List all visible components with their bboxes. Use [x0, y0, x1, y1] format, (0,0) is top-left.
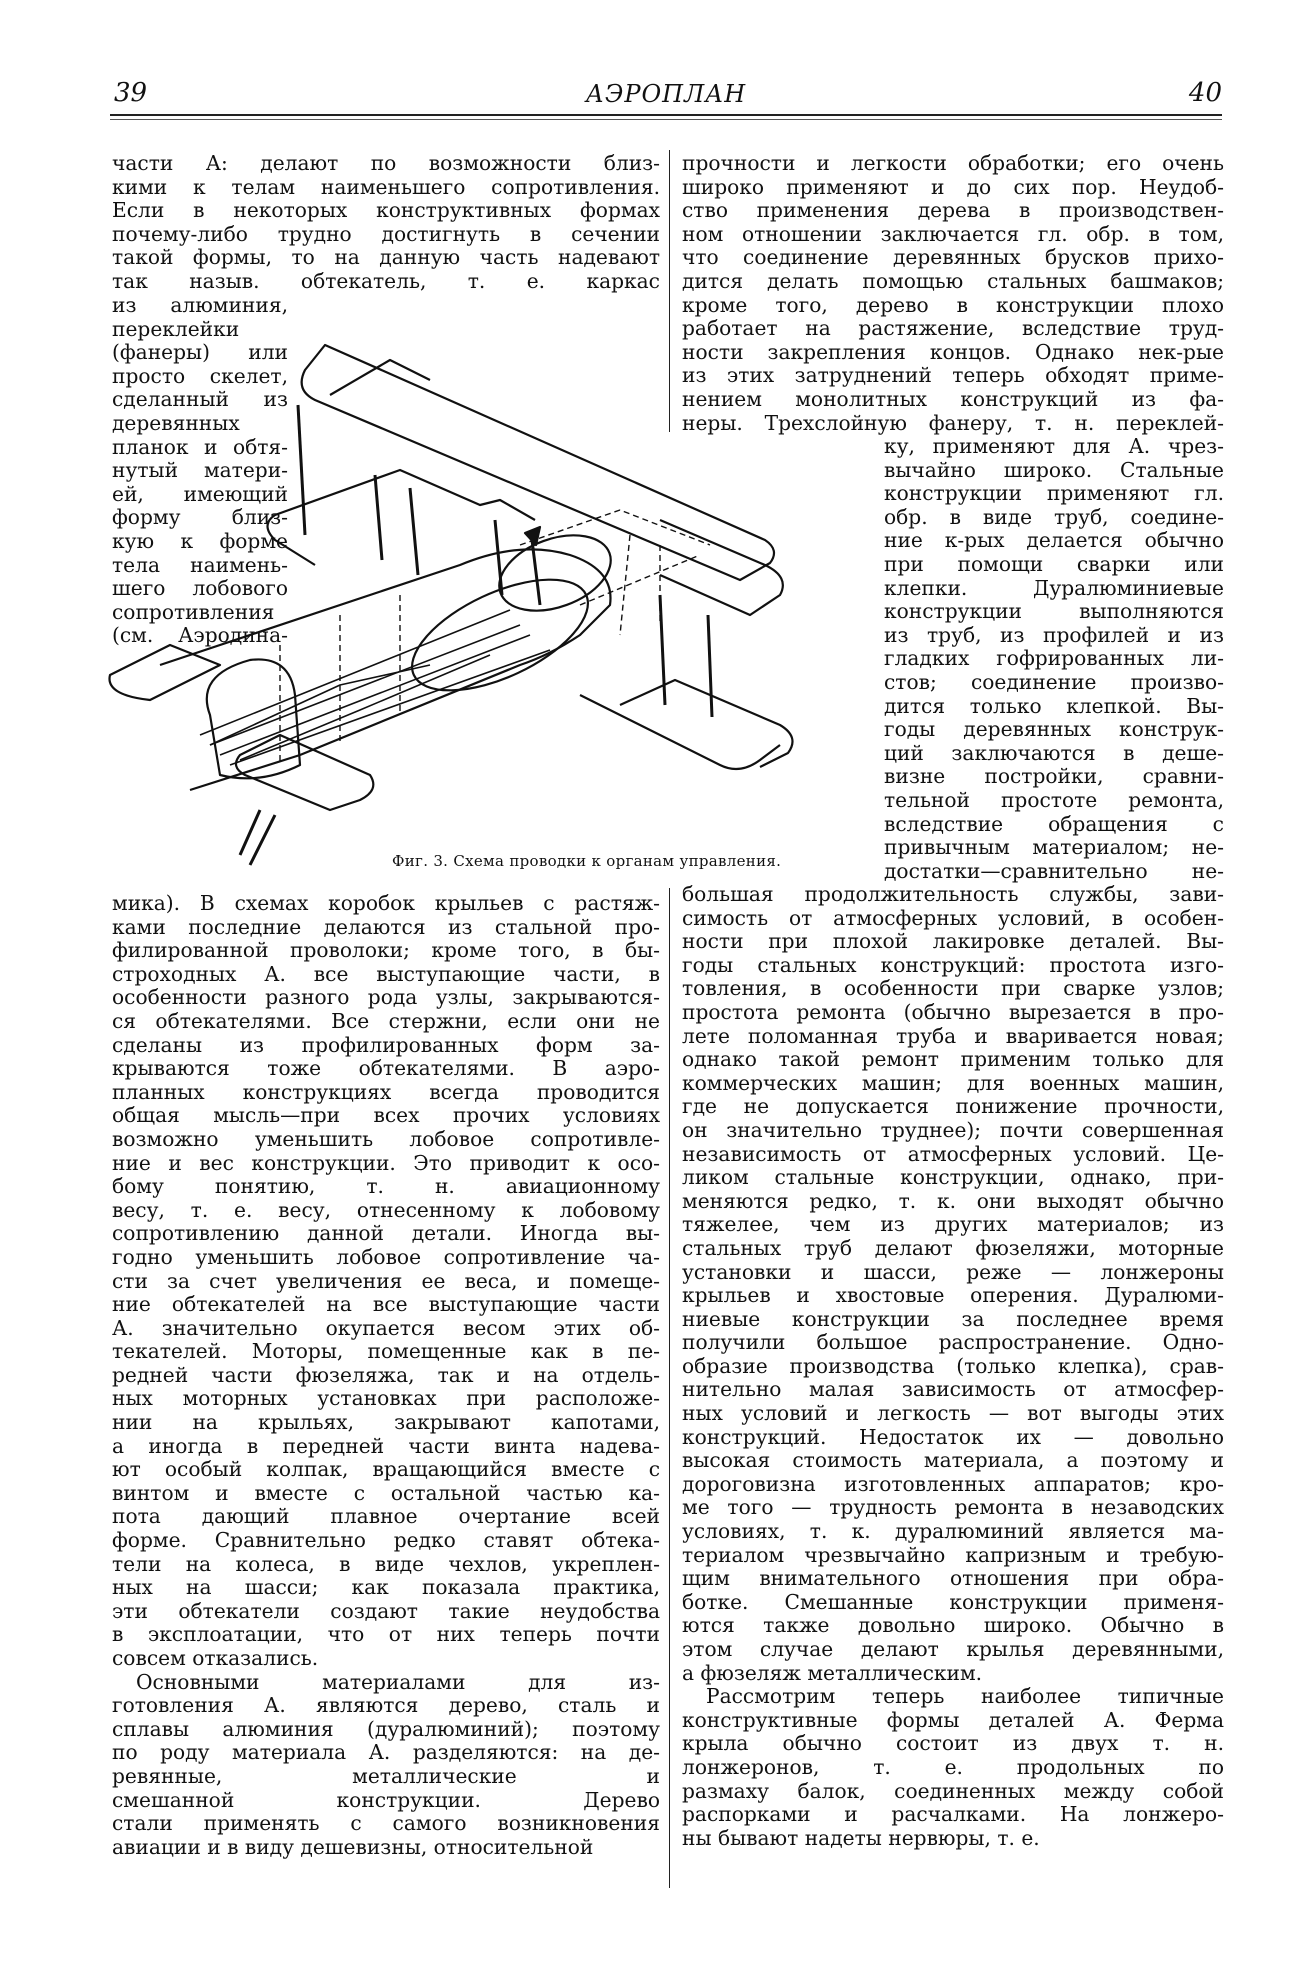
page-title: АЭРОПЛАН: [585, 80, 747, 108]
right-column-bottom: [682, 883, 1224, 1850]
text-line: сти за счет увеличения ее веса, и помеще-: [112, 1268, 660, 1293]
text-line: ками последние делаются из стальной про-: [112, 914, 660, 939]
text-line: ны бывают надеты нервюры, т. е.: [682, 1825, 1040, 1850]
text-line: вычайно широко. Стальные: [884, 457, 1224, 482]
text-line: из труб, из профилей и из: [884, 622, 1224, 647]
text-line: ей, имеющий: [112, 481, 288, 506]
text-line: части А: делают по возможности близ-: [112, 151, 660, 175]
figure-biplane-diagram: [100, 305, 870, 875]
upper-wing-aileron-left: [330, 360, 430, 395]
text-line: весу, т. е. весу, отнесенному к лобовому: [112, 1197, 660, 1222]
text-line: работает на растяжение, вследствие труд-: [682, 316, 1224, 341]
text-line: крываются тоже обтекателями. В аэро-: [112, 1056, 660, 1081]
text-line: общая мысль—при всех прочих условиях: [112, 1103, 660, 1128]
text-line: размаху балок, соединенных между собой: [682, 1778, 1224, 1803]
text-line: планных конструкциях всегда проводится: [112, 1079, 660, 1104]
text-line: дится делать помощью стальных башмаков;: [682, 268, 1224, 293]
text-line: Рассмотрим теперь наиболее типичные: [706, 1684, 1224, 1709]
text-line: териалом чрезвычайно капризным и требую-: [682, 1542, 1224, 1567]
tail-skid: [240, 810, 275, 865]
text-line: годы деревянных конструк-: [884, 717, 1224, 742]
text-line: так назыв. обтекатель, т. е. каркас: [112, 268, 660, 293]
page-number-right: 40: [1188, 78, 1222, 108]
text-line: крыльев и хвостовые оперения. Дуралюми-: [682, 1283, 1224, 1308]
text-line: ности при плохой лакировке деталей. Вы-: [682, 929, 1224, 954]
text-line: по роду материала А. разделяются: на де-: [112, 1740, 660, 1765]
text-line: достатки—сравнительно не-: [884, 858, 1224, 883]
text-line: крыла обычно состоит из двух т. н.: [682, 1731, 1224, 1756]
text-line: особенности разного рода узлы, закрываются-: [112, 985, 660, 1010]
right-column-wrap: [884, 435, 1224, 883]
text-line: получили большое распространение. Одно-: [682, 1330, 1224, 1355]
text-line: прочности и легкости обработки; его очень: [682, 151, 1224, 175]
text-line: ботке. Смешанные конструкции применя-: [682, 1589, 1224, 1614]
text-line: ных моторных установках при расположе-: [112, 1386, 660, 1411]
text-line: гладких гофрированных ли-: [884, 646, 1224, 671]
text-line: однако такой ремонт применим только для: [682, 1047, 1224, 1072]
text-line: ся обтекателями. Все стержни, если они не: [112, 1008, 660, 1033]
text-line: вследствие обращения с: [884, 811, 1224, 836]
text-line: ние обтекателей на все выступающие части: [112, 1292, 660, 1317]
elevator: [236, 735, 373, 810]
text-line: ности закрепления концов. Однако нек-рые: [682, 339, 1224, 364]
text-line: распорками и расчалками. На лонжеро-: [682, 1802, 1224, 1827]
text-line: сопротивления: [112, 599, 275, 624]
text-line: что соединение деревянных брусков прихо-: [682, 245, 1224, 270]
text-line: переклейки: [112, 316, 240, 341]
text-line: обр. в виде труб, соедине-: [884, 504, 1224, 529]
text-line: форму близ-: [112, 505, 288, 530]
text-line: сделанный из: [112, 387, 288, 412]
text-line: тяжелее, чем из других материалов; из: [682, 1212, 1224, 1237]
text-line: годно уменьшить лобовое сопротивление ча-: [112, 1244, 660, 1269]
text-line: ют особый колпак, вращающийся вместе с: [112, 1457, 660, 1482]
text-line: лете поломанная труба и вваривается новая;: [682, 1023, 1224, 1048]
left-column-bottom: [112, 892, 660, 1859]
text-line: симость от атмосферных условий, в особен-: [682, 905, 1224, 930]
text-line: нии на крыльях, закрывают капотами,: [112, 1410, 660, 1435]
text-line: бому понятию, т. н. авиационному: [112, 1174, 660, 1199]
text-line: условиях, т. к. дуралюминий является ма-: [682, 1519, 1224, 1544]
text-line: привычным материалом; не-: [884, 835, 1224, 860]
text-line: независимость от атмосферных условий. Це-: [682, 1141, 1224, 1166]
text-line: неры. Трехслойную фанеру, т. н. переклей-: [682, 410, 1224, 435]
text-line: широко применяют и до сих пор. Неудоб-: [682, 174, 1224, 199]
text-line: А. значительно окупается весом этих об-: [112, 1315, 660, 1340]
text-line: строходных А. все выступающие части, в: [112, 961, 660, 986]
text-line: щим внимательного отношения при обра-: [682, 1566, 1224, 1591]
text-line: конструкции применяют гл.: [884, 481, 1224, 506]
text-line: редней части фюзеляжа, так и на отдель-: [112, 1362, 660, 1387]
figure-caption: Фиг. 3. Схема проводки к органам управления.: [392, 852, 782, 870]
text-line: просто скелет,: [112, 363, 288, 388]
horizontal-stabilizer: [110, 645, 221, 700]
text-line: нутый матери-: [112, 458, 288, 483]
biplane-control-wiring-icon: [100, 305, 870, 875]
text-line: совсем отказались.: [112, 1646, 319, 1670]
text-line: пота дающий плавное очертание всей: [112, 1504, 660, 1529]
left-column-top: [112, 152, 660, 294]
text-line: кроме того, дерево в конструкции плохо: [682, 292, 1224, 317]
text-line: винтом и вместе с остальной частью ка-: [112, 1480, 660, 1505]
text-line: ство применения дерева в производствен-: [682, 198, 1224, 223]
text-line: а фюзеляж металлическим.: [682, 1660, 983, 1685]
text-line: нением монолитных конструкций из фа-: [682, 386, 1224, 411]
upper-wing-right: [660, 520, 783, 615]
text-line: тельной простоте ремонта,: [884, 787, 1224, 812]
header-rule-thin: [110, 119, 1222, 120]
text-line: сделаны из профилированных форм за-: [112, 1032, 660, 1057]
text-line: стальных труб делают фюзеляжи, моторные: [682, 1235, 1224, 1260]
text-line: шего лобового: [112, 576, 288, 601]
text-line: товления, в особенности при сварке узлов;: [682, 976, 1224, 1001]
text-line: сплавы алюминия (дуралюминий); поэтому: [112, 1716, 660, 1741]
text-line: ций заключаются в деше-: [884, 740, 1224, 765]
text-line: кими к телам наименьшего сопротивления.: [112, 174, 660, 199]
text-line: из алюминия,: [112, 293, 288, 317]
page-number-left: 39: [114, 78, 148, 108]
text-line: ном отношении заключается гл. обр. в том,: [682, 221, 1224, 246]
text-line: (фанеры) или: [112, 340, 288, 365]
text-line: ме того — трудность ремонта в незаводских: [682, 1495, 1224, 1520]
upper-wing: [302, 345, 774, 580]
text-line: образие производства (только клепка), срав-: [682, 1353, 1224, 1378]
text-line: при помощи сварки или: [884, 551, 1224, 576]
text-line: дится только клепкой. Вы-: [884, 693, 1224, 718]
text-line: конструктивные формы деталей А. Ферма: [682, 1707, 1224, 1732]
text-line: эти обтекатели создают такие неудобства: [112, 1598, 660, 1623]
text-line: установки и шасси, реже — лонжероны: [682, 1259, 1224, 1284]
text-line: этом случае делают крылья деревянными,: [682, 1637, 1224, 1661]
text-line: высокая стоимость материала, а поэтому и: [682, 1448, 1224, 1473]
text-line: ние и вес конструкции. Это приводит к осо-: [112, 1150, 660, 1175]
text-line: ных на шасси; как показала практика,: [112, 1575, 660, 1600]
text-line: кую к форме: [112, 528, 288, 553]
text-line: Основными материалами для из-: [136, 1669, 660, 1694]
text-line: лонжеронов, т. е. продольных по: [682, 1754, 1224, 1779]
text-line: коммерческих машин; для военных машин,: [682, 1070, 1224, 1095]
text-line: готовления А. являются дерево, сталь и: [112, 1693, 660, 1718]
text-line: годы стальных конструкций: простота изго-: [682, 952, 1224, 977]
text-line: авиации и в виду дешевизны, относительной: [112, 1834, 594, 1859]
text-line: мика). В схемах коробок крыльев с растяж-: [112, 891, 660, 915]
text-line: деревянных: [112, 410, 240, 435]
text-line: ются также довольно широко. Обычно в: [682, 1613, 1224, 1638]
text-line: где не допускается понижение прочности,: [682, 1094, 1224, 1119]
text-line: визне постройки, сравни-: [884, 764, 1224, 789]
text-line: ние к-рых делается обычно: [884, 528, 1224, 553]
column-divider-bottom: [669, 888, 670, 1888]
text-line: Если в некоторых конструктивных формах: [112, 198, 660, 223]
text-line: (см. Аэродина-: [112, 623, 288, 648]
text-line: большая продолжительность службы, зави-: [682, 882, 1224, 906]
text-line: текателей. Моторы, помещенные как в пе-: [112, 1339, 660, 1364]
text-line: ниевые конструкции за последнее время: [682, 1306, 1224, 1331]
text-line: конструкции выполняются: [884, 599, 1224, 624]
text-line: в эксплоатации, что от них теперь почти: [112, 1622, 660, 1647]
text-line: возможно уменьшить лобовое сопротивле-: [112, 1126, 660, 1151]
text-line: почему-либо трудно достигнуть в сечении: [112, 221, 660, 246]
header-rule: [110, 114, 1222, 116]
text-line: меняются редко, т. к. они выходят обычно: [682, 1188, 1224, 1213]
text-line: сопротивлению данной детали. Иногда вы-: [112, 1221, 660, 1246]
text-line: смешанной конструкции. Дерево: [112, 1787, 660, 1812]
text-line: нительно малая зависимость от атмосфер-: [682, 1377, 1224, 1402]
text-line: конструкций. Недостаток их — довольно: [682, 1424, 1224, 1449]
text-line: дороговизна изготовленных аппаратов; кро-: [682, 1471, 1224, 1496]
text-line: ку, применяют для А. чрез-: [884, 434, 1224, 458]
text-line: тела наимень-: [112, 552, 288, 577]
text-line: такой формы, то на данную часть надевают: [112, 245, 660, 270]
text-line: ревянные, металлические и: [112, 1763, 660, 1788]
text-line: он значительно труднее); почти совершенная: [682, 1117, 1224, 1142]
text-line: а иногда в передней части винта надева-: [112, 1433, 660, 1458]
text-line: стали применять с самого возникновения: [112, 1811, 660, 1836]
text-line: ликом стальные конструкции, однако, при-: [682, 1165, 1224, 1190]
running-header: [110, 72, 1222, 112]
text-line: стов; соединение произво-: [884, 669, 1224, 694]
text-line: из этих затруднений теперь обходят приме-: [682, 363, 1224, 388]
text-line: тели на колеса, в виде чехлов, укреплен-: [112, 1551, 660, 1576]
text-line: клепки. Дуралюминиевые: [884, 575, 1224, 600]
text-line: ных условий и легкость — вот выгоды этих: [682, 1401, 1224, 1426]
text-line: планок и обтя-: [112, 434, 288, 459]
text-line: простота ремонта (обычно вырезается в про-: [682, 999, 1224, 1024]
text-line: филированной проволоки; кроме того, в бы-: [112, 938, 660, 963]
text-line: форме. Сравнительно редко ставят обтека-: [112, 1528, 660, 1553]
